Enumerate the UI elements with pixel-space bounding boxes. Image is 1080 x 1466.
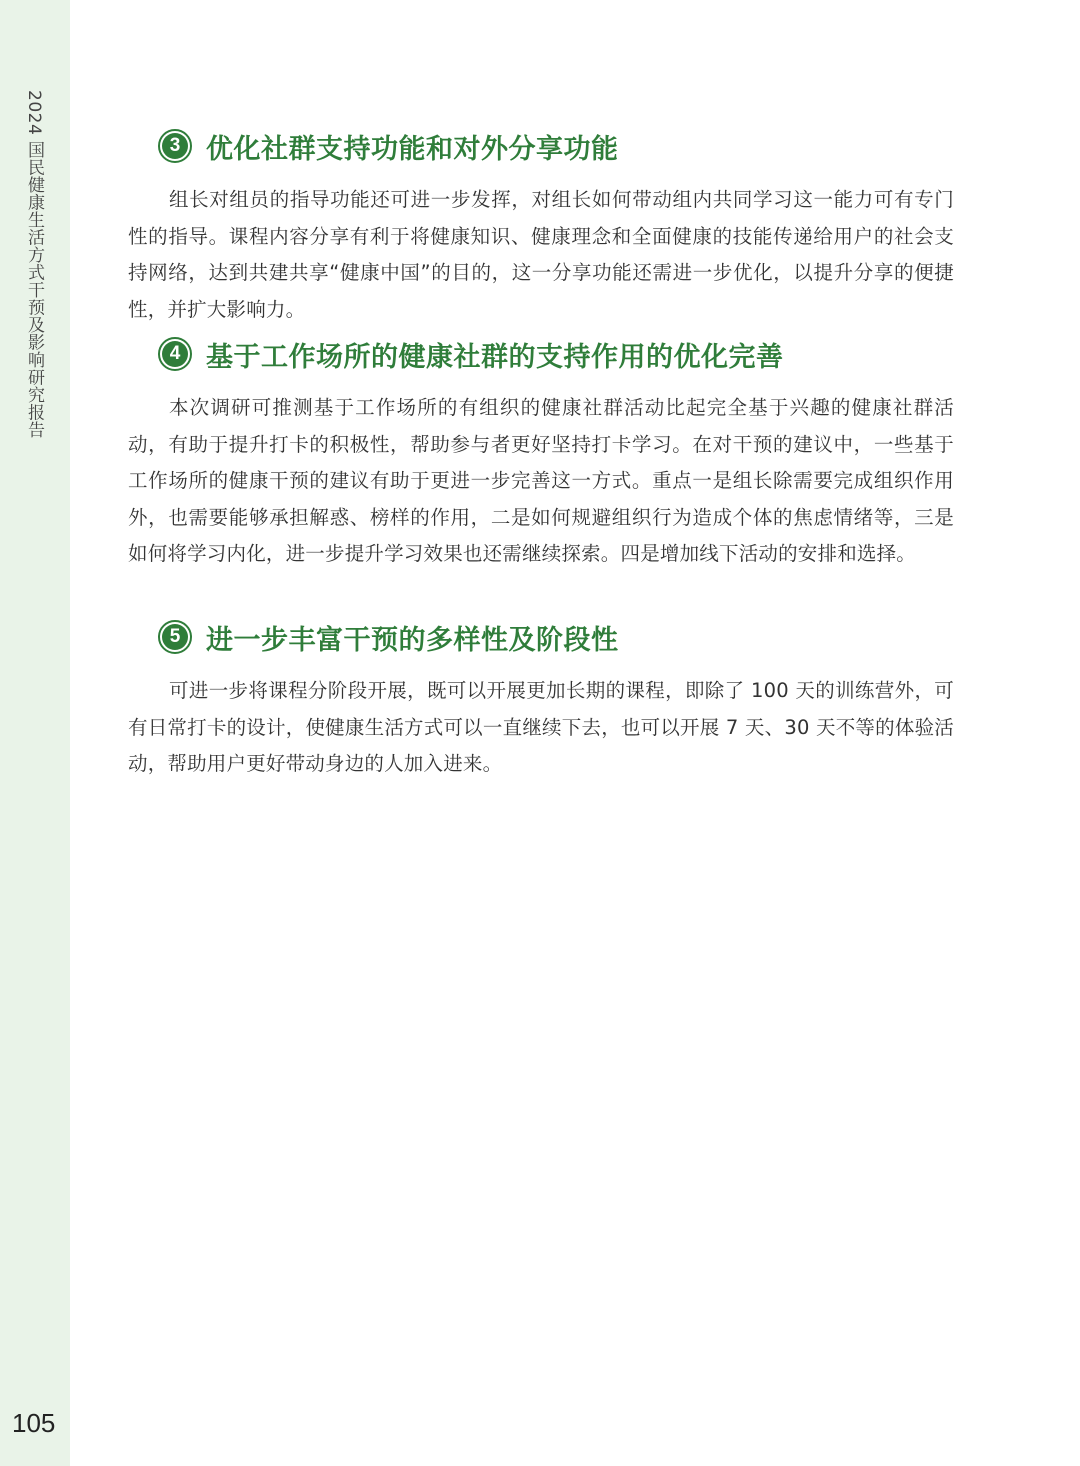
section-number-badge <box>158 129 192 163</box>
section-heading <box>158 332 954 376</box>
section-number-badge <box>158 620 192 654</box>
section-title: 基于工作场所的健康社群的支持作用的优化完善 <box>206 341 784 373</box>
section-3 <box>128 124 954 328</box>
section-number: 5 <box>162 624 188 650</box>
section-heading <box>158 615 954 659</box>
section-number: 3 <box>162 133 188 159</box>
section-paragraph: 可进一步将课程分阶段开展，既可以开展更加长期的课程，即除了 100 天的训练营外，可有日常打卡的设计，使健康生活方式可以一直继续下去，也可以开展 7 天、30 天不等的体验活动，帮助用户更好带动身边的人加入进来。 <box>128 679 954 775</box>
section-title: 进一步丰富干预的多样性及阶段性 <box>206 624 619 656</box>
section-paragraph: 本次调研可推测基于工作场所的有组织的健康社群活动比起完全基于兴趣的健康社群活动，有助于提升打卡的积极性，帮助参与者更好坚持打卡学习。在对干预的建议中，一些基于工作场所的健康干预的建议有助于更进一步完善这一方式。重点一是组长除需要完成组织作用外，也需要能够承担解惑、榜样的作用，二是如何规避组织行为造成个体的焦虑情绪等，三是如何将学习内化，进一步提升学习效果也还需继续探索。四是增加线下活动的安排和选择。 <box>128 396 954 565</box>
section-number-badge <box>158 337 192 371</box>
running-title: 2024 国民健康生活方式干预及影响研究报告 <box>24 90 44 439</box>
section-5 <box>128 615 954 783</box>
section-4 <box>128 332 954 573</box>
section-heading <box>158 124 954 168</box>
page-number: 105 <box>12 1408 56 1438</box>
section-number: 4 <box>162 341 188 367</box>
section-title: 优化社群支持功能和对外分享功能 <box>206 133 619 165</box>
section-paragraph: 组长对组员的指导功能还可进一步发挥，对组长如何带动组内共同学习这一能力可有专门性的指导。课程内容分享有利于将健康知识、健康理念和全面健康的技能传递给用户的社会支持网络，达到共建共享“健康中国”的目的，这一分享功能还需进一步优化，以提升分享的便捷性，并扩大影响力。 <box>128 188 954 321</box>
side-band <box>0 0 70 1466</box>
